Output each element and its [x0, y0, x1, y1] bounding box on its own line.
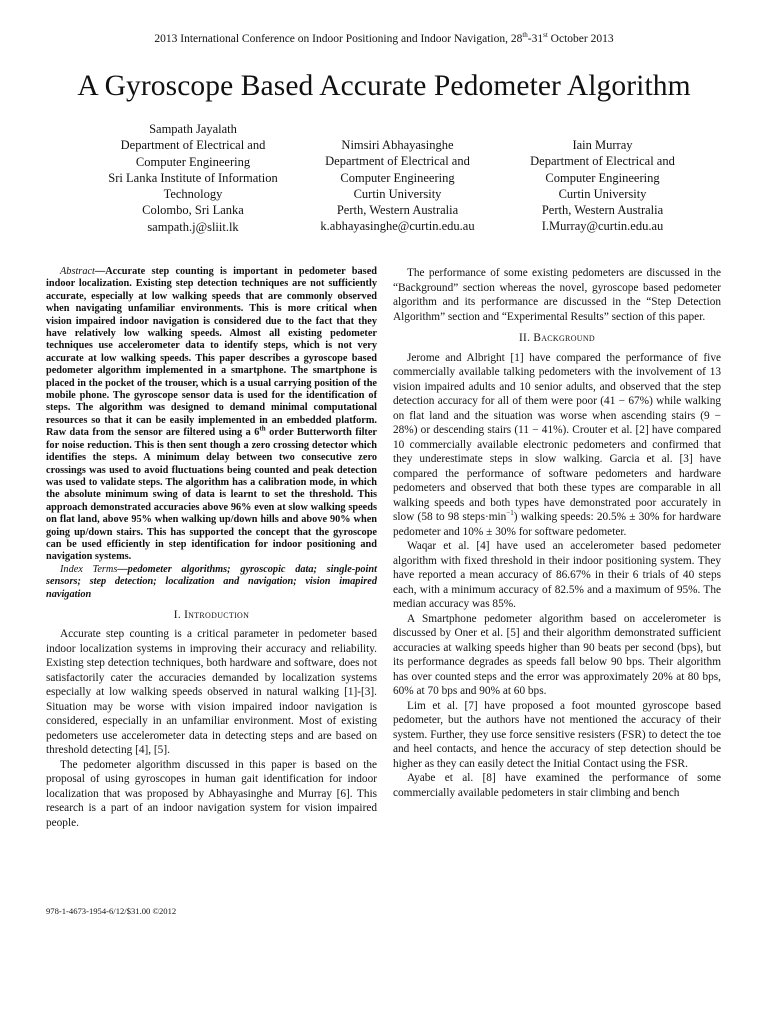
author-affiliation-line: Department of Electrical and — [120, 138, 266, 153]
author-block — [0, 121, 768, 236]
paragraph: Accurate step counting is a critical parameter in pedometer based indoor localization systems in improving their accuracy and reliability. Existing step detection techniques, both hardware and software, does not satisfactorily cater the accuracies demanded by localization systems especially at low walking speeds observed in natural walking [1]-[3]. Situation may be worse with vision impaired indoor navigation is considered, especially in an unfamiliar environment. Most of existing pedometers use accelerometer data in detecting steps and are based on threshold detecting [4], [5]. — [46, 628, 377, 757]
section-heading-background: II. Background — [518, 332, 596, 344]
author-1 — [68, 121, 318, 235]
index-terms: Index Terms—pedometer algorithms; gyroscopic data; single-point sensors; step detection; localization and navigation; vision imapired navigation — [46, 563, 377, 600]
author-affiliation-line: Computer Engineering — [545, 170, 660, 185]
author-affiliation-line: Perth, Western Australia — [336, 203, 459, 218]
author-affiliation-line: Colombo, Sri Lanka — [142, 203, 244, 218]
author-email: k.abhayasinghe@curtin.edu.au — [320, 219, 475, 234]
conference-header: 2013 International Conference on Indoor Positioning and Indoor Navigation, 28th-31st October 2013 — [154, 31, 614, 45]
author-name: Nimsiri Abhayasinghe — [341, 138, 454, 152]
abstract-label: Abstract — [60, 266, 95, 277]
paragraph: Ayabe et al. [8] have examined the performance of some commercially available pedometers in stair climbing and bench — [393, 772, 721, 799]
right-column — [393, 266, 721, 800]
author-affiliation-line: Department of Electrical and — [325, 154, 470, 169]
author-affiliation-line: Sri Lanka Institute of Information — [108, 170, 278, 185]
author-3 — [490, 137, 715, 235]
left-column — [46, 266, 377, 830]
paper-title: A Gyroscope Based Accurate Pedometer Algorithm — [77, 70, 691, 102]
author-affiliation-line: Technology — [163, 187, 223, 202]
author-affiliation-line: Curtin University — [353, 186, 442, 201]
copyright-footer: 978-1-4673-1954-6/12/$31.00 ©2012 — [46, 906, 177, 916]
author-name: Iain Murray — [572, 138, 633, 152]
index-terms-label: Index Terms — [60, 563, 118, 575]
paragraph: The pedometer algorithm discussed in this paper is based on the proposal of using gyroscopes in human gait identification for indoor localization that was proposed by Abhayasinghe and Murray [6]. This research is a part of an indoor navigation system for vision impaired people. — [46, 758, 377, 829]
section-heading-introduction: I. Introduction — [173, 608, 250, 621]
author-affiliation-line: Department of Electrical and — [530, 154, 675, 169]
author-affiliation-line: Perth, Western Australia — [541, 203, 664, 218]
author-email: I.Murray@curtin.edu.au — [541, 219, 664, 234]
paragraph: A Smartphone pedometer algorithm based on accelerometer is discussed by Oner et al. [5] and their algorithm demonstrated sufficient accuracies at walking speeds higher than 90 beats per second (bps), but its performance degrades as speeds fall below 90 bps. Their algorithm has over counted steps and the error was approximately 20% at 80 bps, 60% at 70 bps and 90% at 60 bps. — [393, 612, 721, 697]
paragraph: The performance of some existing pedometers are discussed in the “Background” section whereas the novel, gyroscope based pedometer algorithm and its performance are discussed in the “Step Detection Algorithm” section and “Experimental Results” section of this paper. — [393, 267, 721, 323]
paragraph: Lim et al. [7] have proposed a foot mounted gyroscope based pedometer, but the authors have not mentioned the accuracy of their system. Further, they use force sensitive resisters (FSR) to detect the toe and heel contacts, and hence the accuracy of step detection should be higher as they can easily detect the Initial Contact using the FSR. — [393, 699, 721, 770]
author-affiliation-line: Curtin University — [558, 186, 647, 201]
author-affiliation-line: Computer Engineering — [340, 170, 455, 185]
author-email: sampath.j@sliit.lk — [147, 219, 239, 234]
author-affiliation-line: Computer Engineering — [135, 154, 251, 169]
author-name: Sampath Jayalath — [149, 122, 237, 136]
paragraph: Waqar et al. [4] have used an accelerometer based pedometer algorithm with fixed threshold in their indoor positioning system. They have reported a mean accuracy of 86.67% in their 6 trials of 40 steps each, with a minimum accuracy of 82.5% and a maximum of 95%. The median accuracy was 85%. — [393, 540, 721, 610]
abstract: Abstract—Accurate step counting is important in pedometer based indoor localization. Existing step detection techniques are not sufficiently accurate, especially at low walking speeds that are commonly observed when navigating unfamiliar environments. This is more critical when vision impaired indoor navigation is considered due to the fact that they have relatively low walking speeds. Almost all existing pedometer techniques use accelerometer data to identify steps, which is not very accurate at low walking speeds. This paper describes a gyroscope based pedometer algorithm implemented in a smartphone. The smartphone is placed in the pocket of the trouser, which is a usual carrying position of the mobile phone. The gyroscope sensor data is used for the identification of steps. The algorithm was designed to demand minimal computational resources so that it can be easily implemented in an embedded platform. Raw data from the sensor are filtered using a 6th order Butterworth filter for noise reduction. This is then sent though a zero crossing detector which identifies the steps. A minimum delay between two consecutive zero crossings was used to avoid fluctuations being counted and peak detection was used to validate steps. The algorithm has a calibration mode, in which the absolute minimum swing of data is learnt to set the threshold. This approach demonstrated accuracies above 96% even at slow walking speeds on flat land, above 95% when walking up/down hills and above 90% when going up/down stairs. This has supported the concept that the gyroscope can be used efficiently in step identification for indoor positioning and navigation systems. — [46, 266, 377, 563]
author-2 — [290, 137, 505, 235]
paragraph: Jerome and Albright [1] have compared the performance of five commercially available talking pedometers with the involvement of 13 vision impaired adults and 10 senior adults, and observed that the step detection accuracy for all of them were poor (41 − 67%) while walking on flat land and the situation was worse when ascending stairs (9 − 28%) or descending stairs (11 − 41%). Crouter et al. [2] have compared 10 commercially available electronic pedometers and confirmed that they underestimate steps in slow walking. Garcia et al. [3] have compared the performance of software pedometers and hardware pedometers and observed that both these types are comparable in all walking speeds and both types have demonstrated poor accurately in slow (58 to 98 $steps\cdot\min^{-1}$) walking speeds: 20.5% ± 30% for hardware pedometer and 10% ± 30% for software pedometer. — [393, 351, 721, 538]
